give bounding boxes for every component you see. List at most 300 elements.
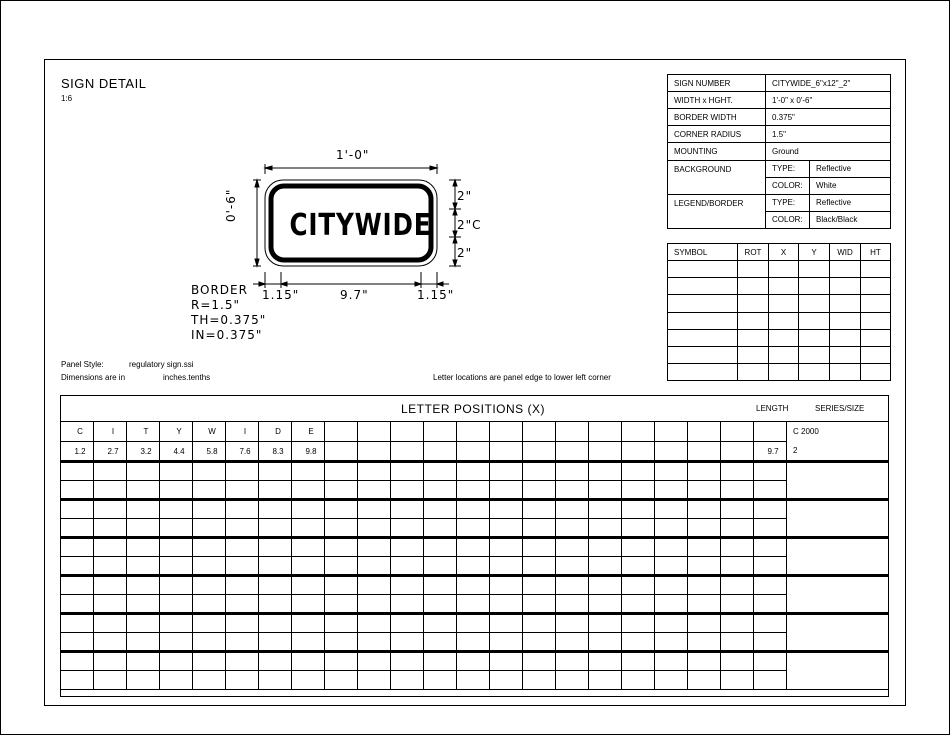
letter-cell [655,462,688,481]
letter-cell [127,671,160,690]
letter-cell [160,500,193,519]
letter-cell [127,595,160,614]
symbol-cell [861,312,891,329]
letter-cell [457,442,490,462]
letter-cell [622,442,655,462]
letter-cell [523,671,556,690]
symbol-cell [738,312,769,329]
letter-cell [160,595,193,614]
letter-cell [424,422,457,442]
letter-cell [325,633,358,652]
letter-cell [226,614,259,633]
letter-row [61,422,889,442]
letter-row [61,576,889,595]
symbol-cell [799,261,830,278]
letter-cell [721,481,754,500]
letter-cell [94,519,127,538]
symbol-cell [738,278,769,295]
letter-cell [127,614,160,633]
letter-cell [226,481,259,500]
symbol-cell [668,312,738,329]
symbol-cell [668,346,738,363]
letter-cell [160,462,193,481]
letter-cell [127,576,160,595]
border-note-thickness: TH=0.375" [191,313,267,327]
symbol-cell [738,329,769,346]
symbol-cell [830,261,861,278]
letter-cell [754,519,787,538]
letter-cell [391,557,424,576]
letter-cell [589,576,622,595]
symbol-cell [738,261,769,278]
letter-cell [721,538,754,557]
letter-cell [424,652,457,671]
letter-cell [490,557,523,576]
letter-cell [193,538,226,557]
letter-cell [193,481,226,500]
letter-cell [358,633,391,652]
letter-cell [391,595,424,614]
dim-right-top: 2" [457,189,473,203]
letter-cell [259,671,292,690]
letter-cell [193,576,226,595]
letter-cell [292,614,325,633]
letter-cell [721,500,754,519]
letter-cell [424,614,457,633]
letter-cell [391,500,424,519]
letter-cell [523,595,556,614]
letter-cell [721,614,754,633]
letter-cell [358,576,391,595]
letter-positions-table [60,421,889,690]
bg-color-value: White [810,177,891,194]
letter-cell [490,614,523,633]
letter-cell [424,633,457,652]
letter-char: D [259,422,292,442]
info-value: 1'-0" x 0'-6" [766,92,891,109]
letter-cell [721,557,754,576]
symbol-row [668,295,891,312]
letter-cell [490,519,523,538]
letter-cell [655,519,688,538]
x-header: X [769,244,799,261]
letter-cell [589,614,622,633]
letter-cell [457,538,490,557]
letter-cell [391,671,424,690]
letter-cell [721,519,754,538]
letter-cell [490,442,523,462]
symbol-row [668,278,891,295]
series-size-cell [787,462,889,500]
letter-cell [358,652,391,671]
series-size-cell [787,538,889,576]
letter-cell [457,519,490,538]
letter-cell [556,595,589,614]
letter-cell [61,538,94,557]
letter-cell [688,652,721,671]
letter-cell [61,671,94,690]
series-size-cell [787,576,889,614]
letter-cell [490,481,523,500]
letter-cell [457,671,490,690]
letter-cell [259,519,292,538]
letter-cell [358,538,391,557]
letter-cell [292,462,325,481]
border-note-radius: R=1.5" [191,298,240,312]
letter-cell [721,633,754,652]
letter-cell [754,633,787,652]
letter-cell [523,481,556,500]
letter-cell [655,576,688,595]
letter-cell [688,462,721,481]
letter-cell [754,652,787,671]
letter-cell [424,500,457,519]
symbol-cell [830,363,861,380]
letter-cell [292,519,325,538]
letter-cell [589,633,622,652]
letter-row [61,500,889,519]
series-size-value: C 2000 [787,422,889,442]
letter-cell [424,576,457,595]
letter-row [61,462,889,481]
border-note-title: BORDER [191,283,248,297]
series-size-cell [787,500,889,538]
letter-row [61,519,889,538]
length-label: LENGTH [756,404,789,413]
letter-cell [490,538,523,557]
letter-cell [589,557,622,576]
scale-label: 1:6 [61,94,73,103]
letter-cell [325,671,358,690]
letter-cell [358,614,391,633]
letter-cell [754,576,787,595]
letter-cell [325,652,358,671]
letter-cell [457,576,490,595]
letter-cell [622,462,655,481]
info-label: MOUNTING [668,143,766,160]
letter-cell [424,595,457,614]
y-header: Y [799,244,830,261]
letter-cell [325,576,358,595]
letter-cell [61,614,94,633]
letter-cell [523,576,556,595]
letter-cell [358,557,391,576]
letter-cell [94,576,127,595]
sign-info-table [667,74,891,229]
dimensions-value: inches.tenths [163,373,211,382]
letter-cell [226,500,259,519]
letter-cell [490,671,523,690]
symbol-cell [668,278,738,295]
border-notes [191,283,266,343]
letter-cell [61,462,94,481]
letter-cell [226,576,259,595]
letter-cell [688,614,721,633]
letter-cell [589,500,622,519]
letter-cell [589,481,622,500]
letter-cell [61,633,94,652]
letter-positions-title: LETTER POSITIONS (X) [401,402,546,416]
letter-cell [457,633,490,652]
letter-cell [754,500,787,519]
letter-cell [325,462,358,481]
letter-cell [94,614,127,633]
lb-color-label: COLOR: [766,211,810,228]
symbol-cell [799,329,830,346]
letter-position: 9.8 [292,442,325,462]
letter-cell [160,614,193,633]
letter-cell [622,519,655,538]
letter-cell [391,614,424,633]
letter-cell [589,422,622,442]
info-label: BORDER WIDTH [668,109,766,126]
symbol-header: SYMBOL [668,244,738,261]
symbol-cell [668,295,738,312]
lb-type-value: Reflective [810,194,891,211]
letter-cell [424,442,457,462]
letter-cell [61,652,94,671]
letter-cell [622,538,655,557]
letter-cell [391,633,424,652]
letter-char: W [193,422,226,442]
dim-height-label: 0'-6" [224,188,238,222]
letter-cell [226,671,259,690]
letter-cell [655,652,688,671]
letter-cell [556,633,589,652]
letter-cell [325,557,358,576]
letter-cell [358,500,391,519]
letter-cell [127,481,160,500]
letter-cell [292,481,325,500]
symbol-cell [861,346,891,363]
series-size-cell [787,652,889,690]
letter-cell [61,500,94,519]
letter-cell [325,595,358,614]
letter-cell [523,422,556,442]
letter-cell [292,652,325,671]
letter-cell [94,557,127,576]
letter-cell [160,652,193,671]
letter-cell [193,462,226,481]
letter-row [61,481,889,500]
letter-cell [358,671,391,690]
symbol-table [667,243,891,381]
letter-cell [754,557,787,576]
letter-cell [193,633,226,652]
letter-cell [94,652,127,671]
dim-width-label: 1'-0" [336,148,370,162]
letter-cell [127,500,160,519]
letter-cell [94,481,127,500]
dim-right-center: 2"C [457,218,482,232]
letter-cell [589,671,622,690]
letter-cell [259,557,292,576]
symbol-table-body [668,261,891,381]
legend-border-label: LEGEND/BORDER [668,194,766,228]
letter-row [61,538,889,557]
letter-cell [160,519,193,538]
letter-cell [391,422,424,442]
letter-cell [556,614,589,633]
letter-cell [358,422,391,442]
letter-cell [61,576,94,595]
letter-cell [94,500,127,519]
letter-cell [226,595,259,614]
info-label: WIDTH x HGHT. [668,92,766,109]
symbol-row [668,346,891,363]
symbol-row [668,261,891,278]
letter-cell [424,538,457,557]
letter-position: 4.4 [160,442,193,462]
letter-cell [457,652,490,671]
letter-char: T [127,422,160,442]
symbol-cell [830,346,861,363]
letter-cell [193,652,226,671]
letter-cell [193,557,226,576]
letter-cell [754,538,787,557]
letter-row [61,652,889,671]
symbol-cell [769,329,799,346]
letter-cell [688,595,721,614]
letter-cell [688,442,721,462]
symbol-cell [769,363,799,380]
panel-style-label: Panel Style: [61,360,104,369]
lb-color-value: Black/Black [810,211,891,228]
letter-cell [61,481,94,500]
letter-cell [391,481,424,500]
letter-cell [523,500,556,519]
letter-cell [193,519,226,538]
letter-cell [655,557,688,576]
letter-cell [556,462,589,481]
letter-cell [523,538,556,557]
bg-color-label: COLOR: [766,177,810,194]
letter-cell [688,576,721,595]
symbol-cell [769,261,799,278]
letter-cell [391,576,424,595]
letter-cell [259,652,292,671]
symbol-row [668,329,891,346]
info-label: CORNER RADIUS [668,126,766,143]
letter-cell [688,538,721,557]
letter-cell [556,442,589,462]
letter-cell [358,481,391,500]
symbol-cell [861,278,891,295]
letter-cell [292,500,325,519]
rot-header: ROT [738,244,769,261]
letter-cell [259,462,292,481]
letter-row [61,557,889,576]
letter-cell [622,557,655,576]
length-value: 9.7 [754,442,787,462]
bg-type-value: Reflective [810,160,891,177]
symbol-cell [861,363,891,380]
letter-cell [292,633,325,652]
letter-cell [622,500,655,519]
letter-cell [490,422,523,442]
letter-cell [61,595,94,614]
letter-cell [424,519,457,538]
symbol-cell [769,295,799,312]
letter-cell [622,481,655,500]
letter-cell [61,519,94,538]
letter-cell [160,576,193,595]
background-label: BACKGROUND [668,160,766,194]
letter-cell [589,519,622,538]
dim-bottom-center: 9.7" [340,288,369,302]
letter-cell [721,652,754,671]
symbol-cell [830,295,861,312]
letter-cell [523,519,556,538]
symbol-cell [738,363,769,380]
letter-char: I [94,422,127,442]
letter-cell [556,519,589,538]
letter-cell [358,462,391,481]
symbol-cell [668,363,738,380]
letter-row [61,442,889,462]
letter-cell [226,652,259,671]
symbol-cell [799,363,830,380]
letter-cell [622,614,655,633]
letter-char: E [292,422,325,442]
symbol-cell [830,329,861,346]
letter-cell [94,462,127,481]
letter-cell [325,519,358,538]
letter-cell [424,462,457,481]
letter-cell [523,633,556,652]
letter-cell [556,538,589,557]
dim-bottom-left: 1.15" [262,288,300,302]
letter-cell [622,633,655,652]
letter-cell [424,481,457,500]
letter-cell [259,500,292,519]
letter-cell [160,557,193,576]
letter-char: I [226,422,259,442]
letter-cell [160,481,193,500]
letter-cell [94,633,127,652]
letter-cell [523,442,556,462]
letter-row [61,595,889,614]
letter-cell [259,614,292,633]
letter-cell [127,538,160,557]
letter-cell [589,462,622,481]
letter-cell [391,519,424,538]
letter-cell [688,500,721,519]
letter-cell [127,557,160,576]
letter-cell [754,422,787,442]
letter-cell [523,557,556,576]
letter-cell [226,557,259,576]
letter-cell [688,633,721,652]
letter-cell [490,500,523,519]
symbol-cell [769,278,799,295]
letter-cell [325,538,358,557]
letter-cell [688,557,721,576]
symbol-cell [830,312,861,329]
dimensions-label: Dimensions are in [61,373,126,382]
letter-cell [94,671,127,690]
letter-cell [292,671,325,690]
letter-cell [754,671,787,690]
letter-cell [721,422,754,442]
letter-cell [754,462,787,481]
symbol-cell [769,312,799,329]
letter-cell [457,462,490,481]
letter-cell [490,633,523,652]
letter-cell [391,442,424,462]
info-value: Ground [766,143,891,160]
letter-cell [94,595,127,614]
